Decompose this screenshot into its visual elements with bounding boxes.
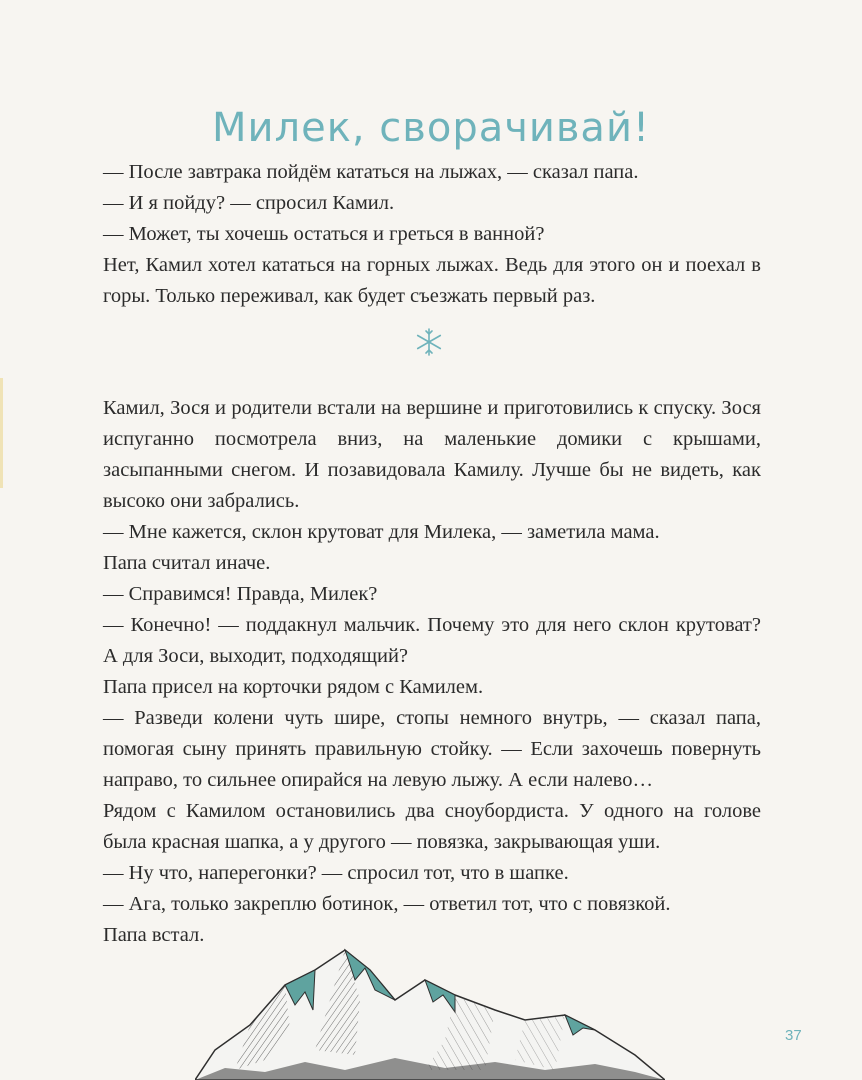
page-edge-mark <box>0 378 3 488</box>
mountains-illustration <box>195 940 665 1080</box>
paragraph-wrapped <box>103 250 761 312</box>
paragraph: — После завтрака пойдём кататься на лыжах, — сказал папа. <box>103 161 639 183</box>
paragraph: Папа считал иначе. <box>103 552 271 574</box>
paragraph: Нет, Камил хотел кататься на горных лыжах. Ведь для этого он и поехал в горы. Только переживал, как будет съезжать первый раз. <box>103 254 761 307</box>
paragraph: Камил, Зося и родители встали на вершине и приготовились к спуску. Зося испуганно посмотрела вниз, на маленькие домики с крышами, засыпанными снегом. И позавидовала Камилу. Лучше бы не видеть, как высоко они забрались. <box>103 397 761 512</box>
paragraph: — Справимся! Правда, Милек? <box>103 583 378 605</box>
chapter-title: Милек, сворачивай! <box>212 104 650 151</box>
paragraph: — Конечно! — поддакнул мальчик. Почему это для него склон крутоват? А для Зоси, выходит, подходящий? <box>103 614 761 667</box>
paragraph: — Разведи колени чуть шире, стопы немного внутрь, — сказал папа, помогая сыну принять правильную стойку. — Если захочешь повернуть направо, то сильнее опирайся на левую лыжу. А если налево… <box>103 707 761 791</box>
section-body <box>103 393 761 951</box>
snowflake-icon <box>413 326 445 358</box>
paragraph: Рядом с Камилом остановились два сноубордиста. У одного на голове была красная шапка, а у другого — повязка, закрывающая уши. <box>103 800 761 853</box>
paragraph: — Ну что, наперегонки? — спросил тот, что в шапке. <box>103 862 569 884</box>
paragraph: — И я пойду? — спросил Камил. <box>103 192 395 214</box>
paragraph: Папа присел на корточки рядом с Камилем. <box>103 676 484 698</box>
paragraph: Папа встал. <box>103 924 205 946</box>
paragraph: — Мне кажется, склон крутоват для Милека, — заметила мама. <box>103 521 660 543</box>
page-number: 37 <box>785 1027 802 1044</box>
paragraph: — Ага, только закреплю ботинок, — ответил тот, что с повязкой. <box>103 893 671 915</box>
paragraph: — Может, ты хочешь остаться и греться в ванной? <box>103 223 545 245</box>
